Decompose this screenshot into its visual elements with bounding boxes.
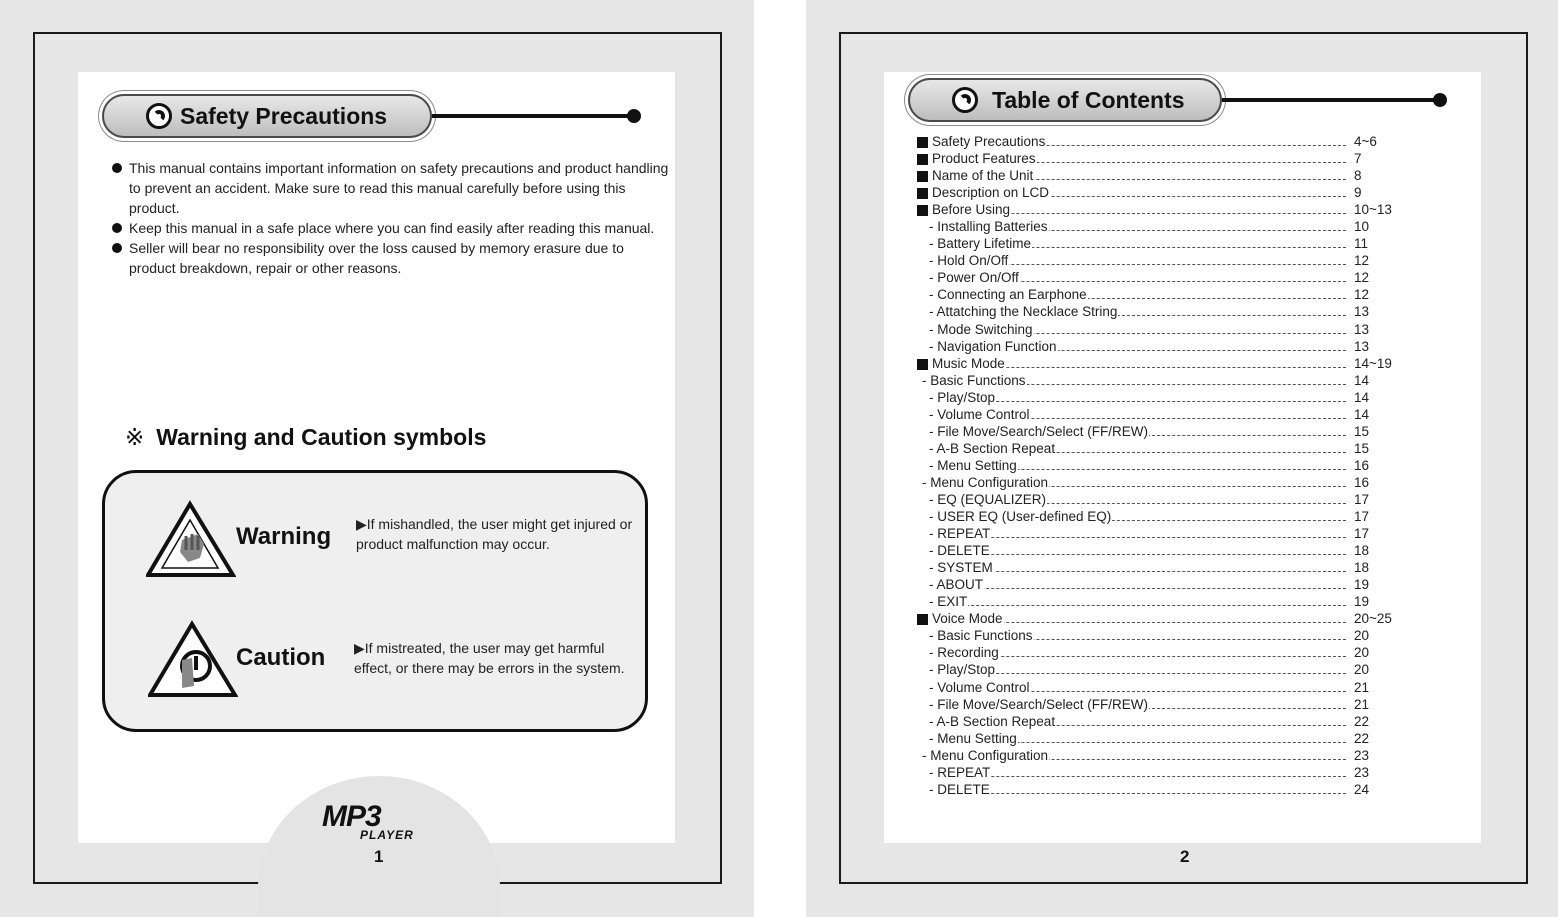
toc-entry-title: - A-B Section Repeat	[929, 440, 1056, 456]
toc-entry-title: - File Move/Search/Select (FF/REW)	[929, 423, 1149, 439]
toc-entry	[916, 389, 1416, 406]
toc-entry	[916, 593, 1416, 610]
toc-entry-title: - Menu Setting	[929, 457, 1017, 473]
header-rule	[1222, 98, 1436, 102]
toc-entry-title: - Hold On/Off	[929, 253, 1009, 269]
square-bullet-icon	[917, 188, 928, 199]
header-rule-dot	[1433, 93, 1447, 107]
toc-entry-page: 23	[1354, 764, 1370, 780]
toc-entry-title: Before Using	[932, 202, 1011, 218]
toc-entry-page: 4~6	[1354, 134, 1377, 149]
toc-entry	[916, 457, 1416, 474]
toc-entry	[916, 406, 1416, 423]
toc-entry-page: 22	[1354, 713, 1370, 729]
toc-entry-page: 10	[1354, 219, 1370, 235]
toc-entry-title: - Battery Lifetime	[929, 236, 1032, 252]
toc-entry	[916, 252, 1416, 269]
toc-entry-page: 12	[1354, 270, 1370, 286]
toc-entry-title: - USER EQ (User-defined EQ)	[929, 509, 1112, 525]
toc-entry-title: - REPEAT	[929, 764, 991, 780]
toc-entry	[916, 644, 1416, 661]
toc-entry-page: 10~13	[1354, 202, 1392, 218]
toc-entry-title: - Installing Batteries	[929, 219, 1048, 235]
toc-entry-page: 9	[1354, 185, 1362, 201]
toc-entry	[916, 696, 1416, 713]
symbols-section-title	[125, 424, 486, 451]
table-of-contents	[916, 133, 1416, 798]
toc-entry	[916, 423, 1416, 440]
square-bullet-icon	[917, 359, 928, 370]
toc-entry	[916, 133, 1416, 150]
square-bullet-icon	[917, 614, 928, 625]
toc-entry	[916, 747, 1416, 764]
square-bullet-icon	[917, 154, 928, 165]
toc-entry-page: 16	[1354, 457, 1370, 473]
toc-entry-title: - Power On/Off	[929, 270, 1019, 286]
toc-entry-page: 8	[1354, 168, 1362, 184]
toc-entry-title: - DELETE	[929, 543, 990, 559]
toc-entry-title: - EXIT	[929, 594, 968, 610]
toc-entry	[916, 303, 1416, 320]
toc-entry-page: 17	[1354, 491, 1370, 507]
header-rule-dot	[627, 109, 641, 123]
toc-entry-page: 12	[1354, 287, 1370, 303]
toc-entry	[916, 491, 1416, 508]
toc-entry	[916, 269, 1416, 286]
mp3-logo-subtitle: PLAYER	[360, 828, 414, 842]
toc-entry-page: 20~25	[1354, 611, 1392, 627]
toc-entry	[916, 286, 1416, 303]
toc-entry	[916, 610, 1416, 627]
toc-entry	[916, 218, 1416, 235]
toc-header-title: Table of Contents	[992, 86, 1185, 113]
toc-entry-page: 22	[1354, 730, 1370, 746]
toc-entry-page: 19	[1354, 577, 1370, 593]
toc-entry	[916, 713, 1416, 730]
emblem-icon	[146, 103, 172, 129]
toc-entry	[916, 730, 1416, 747]
safety-bullet: This manual contains important information on safety precautions and product handling to prevent an accident. Make sure to read this manual carefully before using this product.	[110, 158, 670, 218]
safety-bullet: Seller will bear no responsibility over the loss caused by memory erasure due to product breakdown, repair or other reasons.	[110, 238, 670, 278]
toc-entry	[916, 321, 1416, 338]
toc-entry-page: 14	[1354, 406, 1370, 422]
toc-entry-title: - Volume Control	[929, 406, 1030, 422]
toc-entry-title: - Volume Control	[929, 679, 1030, 695]
toc-entry-title: Music Mode	[932, 355, 1005, 371]
toc-entry	[916, 167, 1416, 184]
toc-entry-page: 19	[1354, 594, 1370, 610]
toc-entry-page: 23	[1354, 747, 1370, 763]
reference-mark-icon: ※	[125, 424, 145, 450]
toc-entry-page: 7	[1354, 151, 1362, 167]
toc-entry-page: 17	[1354, 509, 1370, 525]
toc-entry-page: 13	[1354, 338, 1370, 354]
toc-entry-page: 17	[1354, 526, 1370, 542]
toc-entry	[916, 576, 1416, 593]
toc-entry-title: - A-B Section Repeat	[929, 713, 1056, 729]
left-page-number: 1	[374, 847, 384, 866]
toc-entry-title: - DELETE	[929, 781, 990, 797]
toc-entry	[916, 372, 1416, 389]
toc-entry-title: Voice Mode	[932, 611, 1003, 627]
square-bullet-icon	[917, 137, 928, 148]
dot-leader	[936, 673, 1346, 674]
toc-entry	[916, 150, 1416, 167]
toc-entry	[916, 508, 1416, 525]
header-rule	[432, 114, 634, 118]
toc-entry-page: 24	[1354, 781, 1370, 797]
toc-entry-page: 14	[1354, 389, 1370, 405]
toc-entry-title: - REPEAT	[929, 526, 991, 542]
toc-entry	[916, 781, 1416, 798]
toc-entry-page: 12	[1354, 253, 1370, 269]
dot-leader	[936, 571, 1346, 572]
toc-entry-page: 14	[1354, 372, 1370, 388]
toc-entry	[916, 559, 1416, 576]
caution-label: Caution	[236, 644, 326, 671]
toc-entry	[916, 542, 1416, 559]
dot-leader	[936, 554, 1346, 555]
dot-leader	[936, 401, 1346, 402]
toc-entry-title: - Play/Stop	[929, 389, 996, 405]
warning-triangle-icon	[146, 500, 236, 578]
toc-entry	[916, 440, 1416, 457]
toc-entry-title: - Navigation Function	[929, 338, 1057, 354]
warning-label: Warning	[236, 523, 332, 550]
dot-leader	[936, 605, 1346, 606]
dot-leader	[936, 537, 1346, 538]
toc-entry-page: 20	[1354, 645, 1370, 661]
toc-entry-title: Product Features	[932, 151, 1036, 167]
toc-entry	[916, 235, 1416, 252]
toc-entry-title: - Recording	[929, 645, 999, 661]
toc-header-pill	[908, 78, 1222, 122]
right-page-number: 2	[1180, 847, 1190, 866]
toc-entry-title: - Menu Configuration	[922, 747, 1049, 763]
toc-entry-title: - SYSTEM	[929, 560, 993, 576]
caution-triangle-icon	[148, 620, 238, 698]
toc-entry-title: - File Move/Search/Select (FF/REW)	[929, 696, 1149, 712]
dot-leader	[936, 776, 1346, 777]
toc-entry-page: 14~19	[1354, 355, 1392, 371]
toc-entry-title: - Play/Stop	[929, 662, 996, 678]
toc-entry	[916, 627, 1416, 644]
toc-entry-title: - Menu Configuration	[922, 474, 1049, 490]
safety-bullet: Keep this manual in a safe place where you can find easily after reading this manual.	[110, 218, 670, 238]
toc-entry-title: - Connecting an Earphone	[929, 287, 1087, 303]
toc-entry-title: - Attatching the Necklace String	[929, 304, 1118, 320]
toc-entry-page: 20	[1354, 628, 1370, 644]
mp3-logo: MP3	[322, 800, 381, 833]
dot-leader	[936, 793, 1346, 794]
toc-entry-page: 21	[1354, 696, 1370, 712]
toc-entry-title: - Menu Setting	[929, 730, 1017, 746]
toc-entry-title: - EQ (EQUALIZER)	[929, 491, 1047, 507]
toc-entry-title: - Basic Functions	[929, 628, 1033, 644]
safety-header-pill	[102, 94, 432, 138]
warning-description: ▶If mishandled, the user might get injured or product malfunction may occur.	[356, 516, 633, 552]
toc-entry-page: 18	[1354, 543, 1370, 559]
toc-entry-page: 21	[1354, 679, 1370, 695]
toc-entry	[916, 201, 1416, 218]
toc-entry-page: 13	[1354, 304, 1370, 320]
toc-entry-title: - ABOUT	[929, 577, 984, 593]
toc-entry-title: Name of the Unit	[932, 168, 1034, 184]
toc-entry	[916, 474, 1416, 491]
toc-entry	[916, 184, 1416, 201]
toc-entry-page: 20	[1354, 662, 1370, 678]
toc-entry-title: - Basic Functions	[922, 372, 1026, 388]
toc-entry-page: 13	[1354, 321, 1370, 337]
toc-entry-title: Safety Precautions	[932, 134, 1046, 149]
safety-header-title: Safety Precautions	[180, 102, 388, 129]
square-bullet-icon	[917, 171, 928, 182]
toc-entry	[916, 525, 1416, 542]
toc-entry-title: - Mode Switching	[929, 321, 1033, 337]
toc-entry	[916, 338, 1416, 355]
toc-entry-page: 15	[1354, 440, 1370, 456]
caution-description: ▶If mistreated, the user may get harmful effect, or there may be errors in the system.	[354, 640, 625, 676]
toc-entry-title: Description on LCD	[932, 185, 1050, 201]
emblem-icon	[952, 87, 978, 113]
safety-bullet-list	[110, 158, 670, 278]
toc-entry	[916, 661, 1416, 678]
dot-leader	[936, 588, 1346, 589]
toc-entry-page: 18	[1354, 560, 1370, 576]
square-bullet-icon	[917, 205, 928, 216]
toc-entry-page: 16	[1354, 474, 1370, 490]
toc-entry-page: 11	[1354, 236, 1369, 252]
toc-entry-page: 15	[1354, 423, 1370, 439]
toc-entry	[916, 355, 1416, 372]
symbols-title-text: Warning and Caution symbols	[156, 424, 487, 450]
toc-entry	[916, 679, 1416, 696]
toc-entry	[916, 764, 1416, 781]
